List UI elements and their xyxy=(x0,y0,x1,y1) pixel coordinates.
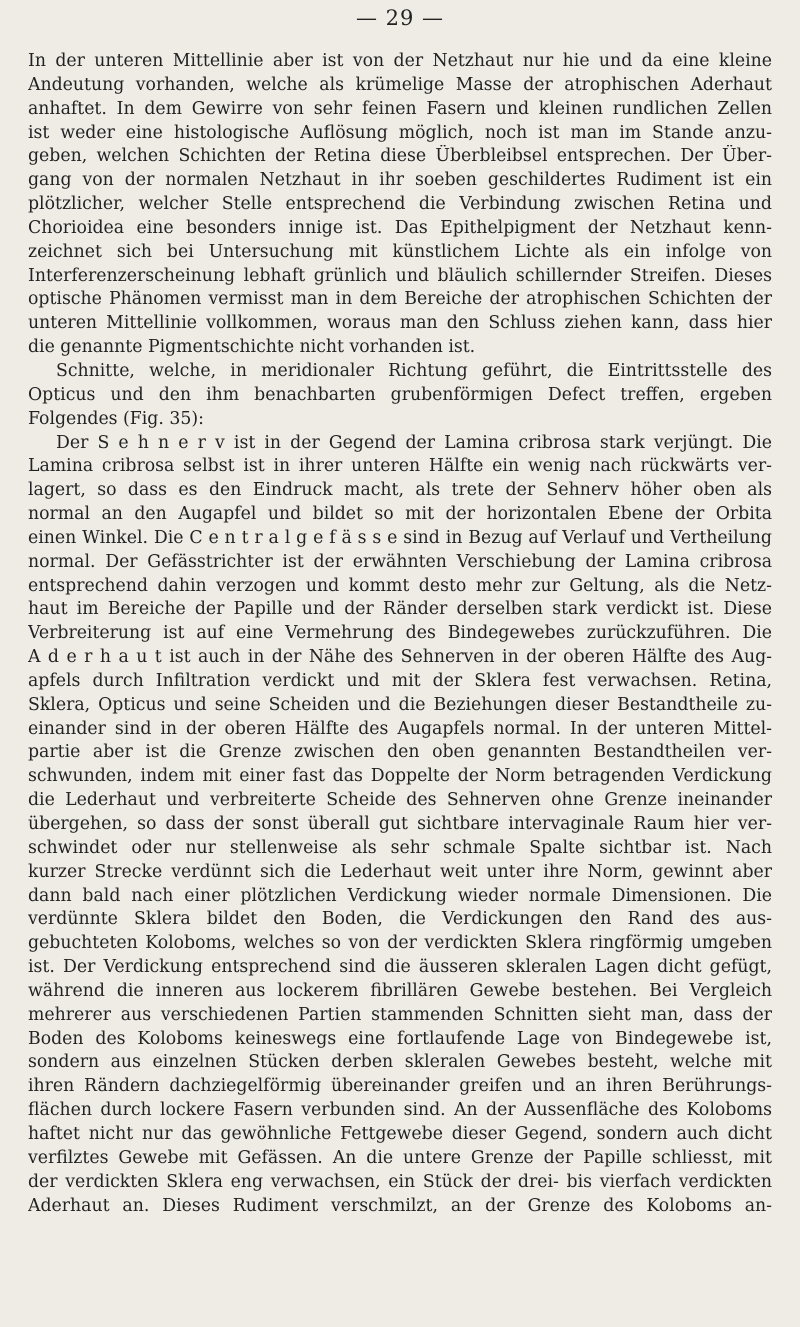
text-line: plötzlicher, welcher Stelle entsprechend die Verbindung zwischen Retina und xyxy=(28,194,772,215)
text-line: geben, welchen Schichten der Retina diese Überbleibsel entsprechen. Der Über- xyxy=(28,146,772,167)
text-line: lagert, so dass es den Eindruck macht, als trete der Sehnerv höher oben als xyxy=(28,480,772,501)
text-line: die genannte Pigmentschichte nicht vorhanden ist. xyxy=(28,337,476,358)
text-line: Sklera, Opticus und seine Scheiden und die Beziehungen dieser Bestandtheile zu- xyxy=(28,694,772,715)
text-line: verfilztes Gewebe mit Gefässen. An die untere Grenze der Papille schliesst, mit xyxy=(28,1147,772,1168)
text-line: gebuchteten Koloboms, welches so von der verdickten Sklera ringförmig umgeben xyxy=(28,933,772,954)
text-line: einander sind in der oberen Hälfte des Augapfels normal. In der unteren Mittel- xyxy=(28,718,772,739)
text-line: entsprechend dahin verzogen und kommt desto mehr zur Geltung, als die Netz- xyxy=(28,575,772,596)
text-line: haftet nicht nur das gewöhnliche Fettgewebe dieser Gegend, sondern auch dicht xyxy=(28,1123,772,1144)
text-line: während die inneren aus lockerem fibrillären Gewebe bestehen. Bei Vergleich xyxy=(28,980,772,1001)
text-line: partie aber ist die Grenze zwischen den oben genannten Bestandtheilen ver- xyxy=(28,742,772,763)
text-line: schwindet oder nur stellenweise als sehr schmale Spalte sichtbar ist. Nach xyxy=(28,837,772,858)
text-line: flächen durch lockere Fasern verbunden sind. An der Aussenfläche des Koloboms xyxy=(28,1100,772,1121)
text-line: übergehen, so dass der sonst überall gut sichtbare intervaginale Raum hier ver- xyxy=(28,814,772,834)
text-line: A d e r h a u t ist auch in der Nähe des Sehnerven in der oberen Hälfte des Aug- xyxy=(28,647,772,668)
text-line: Interferenzerscheinung lebhaft grünlich und bläulich schillernder Streifen. Dieses xyxy=(28,265,772,286)
text-line: dann bald nach einer plötzlichen Verdickung wieder normale Dimensionen. Die xyxy=(28,885,772,906)
text-line: In der unteren Mittellinie aber ist von der Netzhaut nur hie und da eine kleine xyxy=(28,51,772,71)
text-line: gang von der normalen Netzhaut in ihr soeben geschildertes Rudiment ist ein xyxy=(28,170,772,191)
text-line: kurzer Strecke verdünnt sich die Lederhaut weit unter ihre Norm, gewinnt aber xyxy=(28,861,772,882)
text-line: verdünnte Sklera bildet den Boden, die Verdickungen den Rand des aus- xyxy=(28,909,772,930)
text-line: normal an den Augapfel und bildet so mit der horizontalen Ebene der Orbita xyxy=(28,504,772,525)
text-line: zeichnet sich bei Untersuchung mit künstlichem Lichte als ein infolge von xyxy=(28,241,772,262)
text-line: Der S e h n e r v ist in der Gegend der Lamina cribrosa stark verjüngt. Die xyxy=(56,432,772,453)
text-line: optische Phänomen vermisst man in dem Bereiche der atrophischen Schichten der xyxy=(28,289,772,310)
text-line: ist weder eine histologische Auflösung möglich, noch ist man im Stande anzu- xyxy=(28,122,772,143)
text-line: Boden des Koloboms keineswegs eine fortlaufende Lage von Bindegewebe ist, xyxy=(28,1028,772,1049)
text-line: Andeutung vorhanden, welche als krümelige Masse der atrophischen Aderhaut xyxy=(28,74,772,95)
text-line: anhaftet. In dem Gewirre von sehr feinen Fasern und kleinen rundlichen Zellen xyxy=(28,98,772,119)
page-number: — 29 — xyxy=(355,6,445,30)
text-line: einen Winkel. Die C e n t r a l g e f ä s s e sind in Bezug auf Verlauf und Vertheilung xyxy=(28,527,772,548)
text-line: der verdickten Sklera eng verwachsen, ein Stück der drei- bis vierfach verdickten xyxy=(28,1171,772,1192)
text-line: apfels durch Infiltration verdickt und mit der Sklera fest verwachsen. Retina, xyxy=(28,670,772,691)
text-line: die Lederhaut und verbreiterte Scheide des Sehnerven ohne Grenze ineinander xyxy=(28,790,772,811)
text-line: ist. Der Verdickung entsprechend sind die äusseren skleralen Lagen dicht gefügt, xyxy=(28,957,772,978)
text-line: Opticus und den ihm benachbarten grubenförmigen Defect treffen, ergeben xyxy=(28,384,772,405)
text-line: normal. Der Gefässtrichter ist der erwähnten Verschiebung der Lamina cribrosa xyxy=(28,551,772,572)
text-line: Verbreiterung ist auf eine Vermehrung des Bindegewebes zurückzuführen. Die xyxy=(28,623,772,644)
text-line: schwunden, indem mit einer fast das Doppelte der Norm betragenden Verdickung xyxy=(28,766,772,787)
text-line: mehrerer aus verschiedenen Partien stammenden Schnitten sieht man, dass der xyxy=(28,1004,772,1025)
text-line: Aderhaut an. Dieses Rudiment verschmilzt, an der Grenze des Koloboms an- xyxy=(28,1195,772,1216)
text-line: Folgendes (Fig. 35): xyxy=(28,408,204,429)
text-line: ihren Rändern dachziegelförmig übereinander greifen und an ihren Berührungs- xyxy=(28,1076,772,1097)
text-line: unteren Mittellinie vollkommen, woraus man den Schluss ziehen kann, dass hier xyxy=(28,313,772,334)
text-line: sondern aus einzelnen Stücken derben skleralen Gewebes besteht, welche mit xyxy=(28,1052,772,1073)
text-line: haut im Bereiche der Papille und der Ränder derselben stark verdickt ist. Diese xyxy=(28,599,772,620)
text-line: Schnitte, welche, in meridionaler Richtung geführt, die Eintrittsstelle des xyxy=(56,360,772,381)
text-line: Lamina cribrosa selbst ist in ihrer unteren Hälfte ein wenig nach rückwärts ver- xyxy=(28,456,772,477)
text-line: Chorioidea eine besonders innige ist. Das Epithelpigment der Netzhaut kenn- xyxy=(28,217,772,238)
body-text xyxy=(28,50,772,1218)
